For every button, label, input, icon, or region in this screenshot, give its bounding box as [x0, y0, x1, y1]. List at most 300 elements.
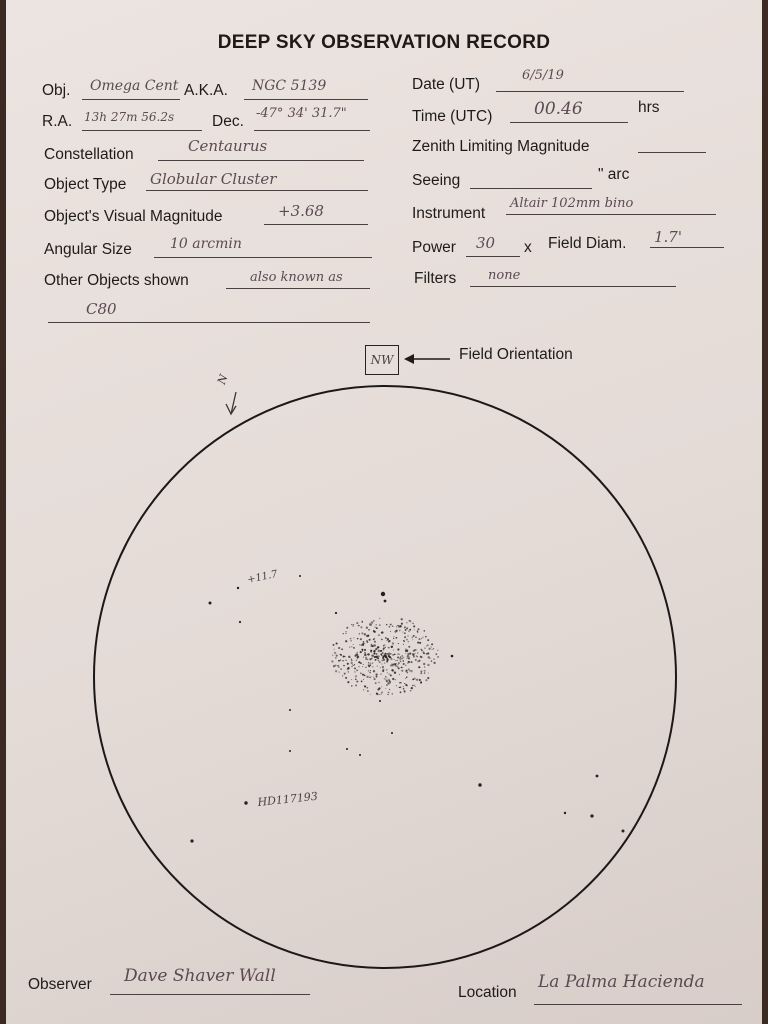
cluster-star: [355, 684, 357, 686]
cluster-star: [388, 641, 389, 642]
cluster-star: [421, 681, 422, 682]
cluster-star: [373, 631, 375, 633]
arc-label: " arc: [598, 166, 630, 183]
cluster-star: [385, 688, 386, 689]
cluster-star: [393, 663, 394, 664]
cluster-star: [387, 638, 389, 640]
cluster-star: [408, 661, 409, 662]
cluster-star: [384, 663, 385, 664]
cluster-star: [424, 666, 425, 667]
cluster-star: [351, 659, 352, 660]
cluster-star: [355, 678, 357, 680]
cluster-star: [350, 640, 352, 642]
cluster-star: [374, 656, 376, 658]
cluster-star: [368, 662, 370, 664]
cluster-star: [401, 670, 403, 672]
cluster-star: [360, 672, 362, 674]
cluster-star: [395, 679, 396, 680]
cluster-star: [366, 627, 368, 629]
cluster-star: [386, 655, 387, 656]
cluster-star: [369, 639, 371, 641]
filters-label: Filters: [414, 270, 457, 287]
cluster-star: [389, 653, 391, 655]
field-star: [209, 602, 212, 605]
power-value[interactable]: 30: [476, 234, 496, 252]
cluster-star: [375, 682, 377, 684]
cluster-star: [406, 672, 408, 674]
cluster-star: [351, 646, 352, 647]
field-star: [478, 783, 481, 786]
cluster-star: [331, 660, 333, 662]
cluster-star: [338, 666, 340, 668]
cluster-star: [406, 650, 407, 651]
cluster-star: [386, 680, 388, 682]
cluster-star: [380, 650, 382, 652]
cluster-star: [338, 671, 339, 672]
aka-label: A.K.A.: [184, 82, 228, 99]
cluster-star: [336, 655, 338, 657]
cluster-star: [395, 660, 396, 661]
cluster-star: [385, 676, 386, 677]
cluster-star: [427, 677, 429, 679]
cluster-star: [402, 655, 404, 657]
cluster-star: [404, 627, 406, 629]
cluster-star: [400, 656, 402, 658]
cluster-star: [406, 622, 407, 623]
other-objects-label: Other Objects shown: [44, 272, 189, 289]
cluster-star: [392, 678, 394, 680]
cluster-star: [368, 629, 370, 631]
cluster-star: [421, 656, 423, 658]
cluster-star: [406, 657, 408, 659]
hrs-label: hrs: [638, 99, 660, 116]
cluster-star: [433, 662, 435, 664]
cluster-star: [374, 638, 375, 639]
cluster-star: [388, 647, 390, 649]
cluster-star: [405, 648, 407, 650]
cluster-star: [401, 623, 403, 625]
cluster-star: [416, 679, 418, 681]
cluster-star: [349, 646, 350, 647]
cluster-star: [404, 636, 406, 638]
cluster-star: [363, 664, 364, 665]
ra-value[interactable]: 13h 27m 56.2s: [84, 110, 175, 124]
cluster-star: [381, 639, 382, 640]
instrument-label: Instrument: [412, 205, 486, 222]
cluster-star: [351, 662, 353, 664]
cluster-star: [357, 652, 358, 653]
cluster-star: [388, 673, 389, 674]
cluster-star: [382, 657, 384, 659]
cluster-star: [421, 650, 423, 652]
cluster-star: [403, 657, 404, 658]
cluster-star: [351, 624, 352, 625]
star-label-magnitude: +11.7: [246, 568, 279, 586]
cluster-star: [389, 680, 391, 682]
cluster-star: [403, 686, 404, 687]
cluster-star: [335, 670, 337, 672]
cluster-star: [370, 676, 371, 677]
cluster-star: [369, 623, 371, 625]
constellation-label: Constellation: [44, 146, 134, 163]
cluster-star: [398, 643, 399, 644]
cluster-star: [397, 648, 399, 650]
cluster-star: [433, 658, 435, 660]
cluster-star: [400, 682, 401, 683]
cluster-star: [353, 647, 355, 649]
cluster-star: [364, 649, 366, 651]
cluster-star: [398, 625, 400, 627]
field-star: [379, 700, 381, 702]
cluster-star: [419, 667, 420, 668]
cluster-star: [354, 671, 356, 673]
field-star: [237, 587, 239, 589]
cluster-star: [408, 646, 410, 648]
cluster-star: [397, 625, 398, 626]
cluster-star: [415, 686, 416, 687]
cluster-star: [396, 626, 397, 627]
constellation-value[interactable]: Centaurus: [188, 137, 268, 155]
obj-value[interactable]: Omega Cent: [90, 78, 179, 94]
cluster-star: [413, 635, 415, 637]
visual-magnitude-label: Object's Visual Magnitude: [44, 208, 223, 225]
cluster-star: [384, 644, 386, 646]
cluster-star: [371, 644, 373, 646]
cluster-star: [408, 652, 409, 653]
cluster-star: [369, 658, 371, 660]
cluster-star: [386, 660, 388, 662]
cluster-star: [352, 626, 353, 627]
cluster-star: [379, 624, 381, 626]
field-diam-label: Field Diam.: [548, 235, 627, 252]
cluster-star: [407, 663, 408, 664]
other-objects-value-2[interactable]: C80: [86, 300, 117, 318]
cluster-star: [340, 654, 341, 655]
cluster-star: [421, 638, 422, 639]
cluster-star: [362, 674, 364, 676]
cluster-star: [427, 644, 429, 646]
cluster-star: [356, 680, 358, 682]
cluster-star: [396, 685, 397, 686]
cluster-star: [375, 649, 376, 650]
cluster-star: [393, 650, 394, 651]
cluster-star: [389, 626, 391, 628]
power-label: Power: [412, 239, 456, 256]
cluster-star: [368, 670, 369, 671]
cluster-star: [353, 665, 354, 666]
cluster-star: [376, 676, 378, 678]
cluster-star: [423, 663, 425, 665]
visual-magnitude-value[interactable]: +3.68: [278, 202, 324, 220]
north-marker: N: [214, 372, 231, 387]
cluster-star: [387, 694, 388, 695]
cluster-star: [401, 618, 403, 620]
time-value[interactable]: 00.46: [534, 99, 583, 119]
cluster-star: [396, 630, 398, 632]
cluster-star: [398, 662, 400, 664]
cluster-star: [379, 618, 380, 619]
cluster-star: [361, 621, 362, 622]
cluster-star: [380, 653, 382, 655]
cluster-star: [376, 656, 378, 658]
cluster-star: [415, 636, 417, 638]
form-title: DEEP SKY OBSERVATION RECORD: [217, 32, 551, 53]
cluster-star: [418, 638, 420, 640]
cluster-star: [419, 679, 421, 681]
cluster-star: [399, 674, 400, 675]
cluster-star: [424, 672, 426, 674]
cluster-star: [381, 631, 383, 633]
cluster-star: [387, 672, 388, 673]
cluster-star: [404, 632, 406, 634]
cluster-star: [383, 647, 385, 649]
cluster-star: [351, 679, 352, 680]
angular-size-label: Angular Size: [44, 241, 132, 258]
cluster-star: [437, 656, 439, 658]
cluster-star: [417, 642, 419, 644]
cluster-star: [389, 656, 391, 658]
cluster-star: [412, 637, 413, 638]
field-star: [335, 612, 337, 614]
cluster-star: [374, 641, 376, 643]
cluster-star: [342, 660, 343, 661]
cluster-star: [401, 657, 403, 659]
cluster-star: [373, 670, 375, 672]
cluster-star: [399, 654, 400, 655]
cluster-star: [380, 673, 381, 674]
cluster-star: [424, 630, 426, 632]
cluster-star: [355, 675, 357, 677]
field-star: [190, 839, 193, 842]
field-star: [346, 748, 348, 750]
cluster-star: [413, 656, 415, 658]
obj-label: Obj.: [42, 82, 71, 99]
cluster-star: [348, 656, 350, 658]
cluster-star: [409, 629, 411, 631]
cluster-star: [378, 658, 379, 659]
cluster-star: [353, 644, 354, 645]
cluster-star: [376, 653, 378, 655]
cluster-star: [388, 692, 390, 694]
cluster-star: [393, 659, 394, 660]
cluster-star: [431, 660, 432, 661]
cluster-star: [382, 652, 384, 654]
cluster-star: [382, 659, 384, 661]
cluster-star: [384, 678, 385, 679]
cluster-star: [377, 646, 379, 648]
cluster-star: [365, 657, 367, 659]
cluster-star: [399, 630, 401, 632]
cluster-star: [387, 654, 388, 655]
cluster-star: [355, 668, 356, 669]
cluster-star: [414, 685, 415, 686]
cluster-star: [420, 670, 422, 672]
cluster-star: [381, 691, 383, 693]
cluster-star: [391, 646, 393, 648]
cluster-star: [417, 656, 418, 657]
cluster-star: [386, 640, 387, 641]
dec-label: Dec.: [212, 113, 244, 130]
cluster-star: [361, 649, 363, 651]
location-value[interactable]: La Palma Hacienda: [538, 972, 705, 992]
cluster-star: [367, 653, 369, 655]
cluster-star: [400, 691, 402, 693]
cluster-star: [396, 637, 398, 639]
cluster-star: [345, 677, 347, 679]
location-label: Location: [458, 984, 517, 1001]
cluster-star: [386, 669, 388, 671]
field-orientation-value: NW: [370, 353, 394, 367]
cluster-star: [382, 666, 384, 668]
cluster-star: [370, 670, 371, 671]
cluster-star: [359, 644, 360, 645]
cluster-star: [366, 687, 368, 689]
cluster-star: [360, 626, 362, 628]
cluster-star: [407, 655, 409, 657]
cluster-star: [408, 658, 409, 659]
cluster-star: [356, 670, 358, 672]
cluster-star: [345, 659, 347, 661]
object-type-label: Object Type: [44, 176, 127, 193]
cluster-star: [377, 651, 378, 652]
date-value[interactable]: 6/5/19: [522, 68, 564, 83]
cluster-star: [401, 667, 403, 669]
cluster-star: [385, 647, 386, 648]
cluster-star: [387, 682, 389, 684]
cluster-star: [347, 663, 349, 665]
location-line: [534, 1004, 742, 1005]
cluster-star: [425, 679, 427, 681]
cluster-star: [422, 637, 423, 638]
cluster-star: [408, 668, 410, 670]
cluster-star: [392, 626, 393, 627]
zenith-label: Zenith Limiting Magnitude: [412, 138, 590, 155]
cluster-star: [362, 644, 364, 646]
cluster-star: [334, 652, 336, 654]
cluster-star: [378, 655, 379, 656]
cluster-star: [412, 639, 413, 640]
cluster-star: [345, 631, 346, 632]
field-star: [381, 592, 385, 596]
cluster-star: [411, 661, 413, 663]
instrument-value[interactable]: Altair 102mm bino: [510, 196, 634, 211]
cluster-star: [417, 632, 418, 633]
cluster-star: [376, 627, 378, 629]
cluster-star: [360, 651, 362, 653]
cluster-star: [405, 653, 406, 654]
cluster-star: [363, 679, 364, 680]
cluster-star: [336, 642, 338, 644]
cluster-star: [374, 653, 375, 654]
seeing-label: Seeing: [412, 172, 461, 189]
cluster-star: [376, 624, 377, 625]
cluster-star: [353, 624, 354, 625]
angular-size-value[interactable]: 10 arcmin: [170, 236, 242, 252]
cluster-star: [363, 641, 365, 643]
cluster-star: [376, 693, 378, 695]
cluster-star: [361, 632, 363, 634]
cluster-star: [360, 638, 362, 640]
cluster-star: [357, 656, 359, 658]
cluster-star: [377, 666, 378, 667]
cluster-star: [343, 665, 344, 666]
other-objects-value-1[interactable]: also known as: [250, 270, 343, 285]
field-star: [391, 732, 393, 734]
cluster-star: [406, 676, 408, 678]
cluster-star: [369, 672, 371, 674]
cluster-star: [427, 639, 429, 641]
cluster-star: [364, 633, 366, 635]
cluster-star: [386, 684, 388, 686]
cluster-star: [372, 666, 373, 667]
cluster-star: [412, 623, 414, 625]
cluster-star: [432, 649, 433, 650]
cluster-star: [411, 687, 413, 689]
cluster-star: [437, 650, 438, 651]
cluster-star: [373, 620, 375, 622]
cluster-star: [427, 664, 429, 666]
dec-value[interactable]: -47° 34' 31.7": [256, 106, 347, 121]
cluster-star: [380, 693, 381, 694]
cluster-star: [405, 665, 406, 666]
field-star: [622, 830, 625, 833]
time-label: Time (UTC): [412, 108, 493, 125]
cluster-star: [370, 650, 372, 652]
cluster-star: [405, 629, 407, 631]
cluster-star: [379, 661, 381, 663]
cluster-star: [392, 642, 394, 644]
field-orientation-label: Field Orientation: [459, 346, 573, 363]
cluster-star: [332, 654, 333, 655]
cluster-star: [410, 670, 412, 672]
object-type-value[interactable]: Globular Cluster: [150, 170, 277, 188]
field-star: [299, 575, 301, 577]
field-stars: [190, 575, 624, 843]
cluster-star: [403, 688, 405, 690]
cluster-star: [348, 671, 350, 673]
cluster-star: [363, 689, 364, 690]
filters-value[interactable]: none: [488, 268, 521, 283]
observer-value[interactable]: Dave Shaver Wall: [124, 966, 276, 986]
cluster-star: [358, 625, 359, 626]
cluster-star: [338, 660, 340, 662]
cluster-star: [390, 631, 391, 632]
cluster-star: [334, 649, 335, 650]
cluster-star: [408, 631, 409, 632]
cluster-star: [356, 659, 358, 661]
field-star: [564, 812, 566, 814]
cluster-star: [359, 633, 360, 634]
cluster-star: [397, 653, 399, 655]
cluster-star: [353, 637, 354, 638]
cluster-star: [362, 666, 363, 667]
field-diam-value[interactable]: 1.7': [654, 228, 682, 246]
cluster-star: [393, 636, 394, 637]
cluster-star: [364, 652, 366, 654]
cluster-star: [424, 670, 426, 672]
cluster-star: [345, 633, 346, 634]
cluster-star: [370, 663, 372, 665]
cluster-star: [433, 648, 434, 649]
cluster-star: [416, 649, 417, 650]
cluster-star: [417, 660, 419, 662]
cluster-star: [340, 668, 342, 670]
cluster-star: [414, 649, 416, 651]
cluster-star: [340, 660, 341, 661]
cluster-star: [358, 666, 360, 668]
cluster-star: [394, 665, 396, 667]
aka-value[interactable]: NGC 5139: [252, 78, 327, 94]
